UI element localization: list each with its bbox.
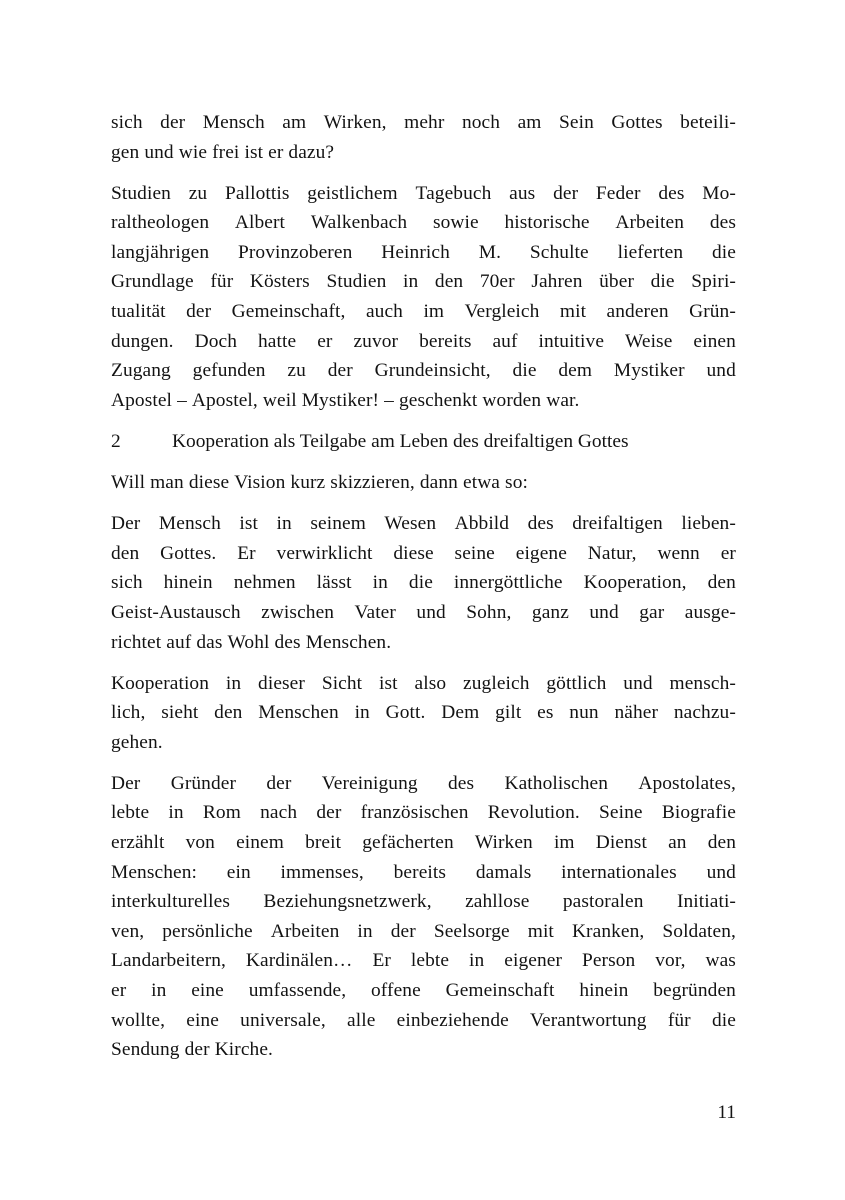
word: von <box>185 832 215 854</box>
text-line <box>111 179 736 209</box>
word: etwa <box>463 472 501 494</box>
word: ausge- <box>684 601 736 623</box>
word: also <box>414 672 447 694</box>
word: Vereinigung <box>321 772 418 794</box>
word: Apostolates, <box>638 772 736 794</box>
word: hinein <box>163 572 213 594</box>
word: und <box>416 601 446 623</box>
word: zu <box>287 360 306 382</box>
text-line <box>111 138 736 168</box>
word: Heinrich <box>381 241 450 263</box>
word: Sendung <box>111 1039 180 1061</box>
word: französischen <box>360 802 469 824</box>
word: ven, <box>111 920 145 942</box>
word: für <box>667 1009 691 1031</box>
word: eine <box>191 980 224 1002</box>
word: Wirken <box>474 832 533 854</box>
word: immenses, <box>280 861 364 883</box>
word: im <box>423 301 445 323</box>
section-title: Kooperation als Teilgabe am Leben des dreifaltigen Gottes <box>172 430 629 452</box>
word: für <box>210 271 234 293</box>
word: kurz <box>290 472 326 494</box>
word: geschenkt <box>398 389 478 411</box>
paragraph-gruender <box>111 769 736 1065</box>
word: verwirklicht <box>276 542 373 564</box>
word: Wohl <box>227 631 270 653</box>
word: zugleich <box>463 672 530 694</box>
text-line <box>111 976 736 1006</box>
word: Soldaten, <box>662 920 736 942</box>
word: nehmen <box>233 572 296 594</box>
word: Spiri- <box>691 271 736 293</box>
word: lieben- <box>681 513 736 535</box>
word: über <box>599 271 634 293</box>
word: Wirken, <box>323 112 387 133</box>
word: erzählt <box>111 832 165 854</box>
word: Seine <box>599 802 643 824</box>
word: Menschen. <box>305 631 392 653</box>
word: einbeziehende <box>396 1009 509 1031</box>
word: Menschen <box>258 702 339 724</box>
text-line <box>111 468 736 498</box>
word: Katholischen <box>504 772 609 794</box>
word: Pallottis <box>225 182 290 204</box>
word: gefächerten <box>362 832 454 854</box>
word: vor, <box>655 950 686 972</box>
text-line <box>111 798 736 828</box>
word: weil <box>262 389 297 411</box>
word: eigener <box>504 950 563 972</box>
word: Gottes <box>611 112 663 133</box>
paragraph-spacer <box>111 457 736 469</box>
word: einen <box>693 330 736 352</box>
word: des <box>527 513 554 535</box>
word: die <box>711 1009 736 1031</box>
text-line <box>111 267 736 297</box>
word: Albert <box>234 212 286 234</box>
word: und <box>706 861 736 883</box>
word: sich <box>111 112 143 133</box>
paragraph-spacer <box>111 757 736 769</box>
word: nachzu- <box>673 702 736 724</box>
word: Mo- <box>702 182 736 204</box>
text-line <box>111 858 736 888</box>
word: der <box>390 920 416 942</box>
word: persönliche <box>162 920 253 942</box>
word: offene <box>371 980 421 1002</box>
word: er <box>268 141 284 163</box>
text-line <box>111 769 736 799</box>
word: sowie <box>432 212 479 234</box>
word: war. <box>546 389 580 411</box>
word: aus <box>509 182 536 204</box>
paragraph-mensch-abbild <box>111 509 736 657</box>
word: Abbild <box>454 513 510 535</box>
word: Wesen <box>384 513 437 535</box>
word: er <box>111 980 127 1002</box>
word: interkulturelles <box>111 891 230 913</box>
word: lebte <box>111 802 150 824</box>
word: eigene <box>515 542 567 564</box>
word: Gemeinschaft <box>445 980 555 1002</box>
word: in <box>151 980 167 1002</box>
word: dieser <box>258 672 305 694</box>
word: in <box>469 950 485 972</box>
word: Gründer <box>170 772 237 794</box>
word: auch <box>365 301 403 323</box>
word: die <box>650 271 675 293</box>
word: Doch <box>194 330 238 352</box>
word: sieht <box>161 702 199 724</box>
word: den <box>434 271 464 293</box>
word: und <box>706 360 736 382</box>
word: mit <box>559 301 587 323</box>
word: in <box>276 513 292 535</box>
word: internationales <box>561 861 677 883</box>
text-line <box>111 598 736 628</box>
word: in <box>225 672 242 694</box>
word: skizzieren, <box>330 472 415 494</box>
word: göttlich <box>546 672 607 694</box>
text-line <box>111 356 736 386</box>
word: zuvor <box>353 330 399 352</box>
word: wie <box>178 141 208 163</box>
paragraph-spacer <box>111 415 736 427</box>
word: diese <box>393 542 434 564</box>
word: Kirche. <box>214 1039 274 1061</box>
word: Grün- <box>689 301 736 323</box>
word: den <box>707 832 736 854</box>
word: nun <box>569 702 599 724</box>
word: dann <box>419 472 458 494</box>
word: beteili- <box>680 112 736 133</box>
word: am <box>517 112 542 133</box>
word: gefunden <box>192 360 266 382</box>
paragraph-vision <box>111 468 736 498</box>
word: in <box>403 271 419 293</box>
word: intuitive <box>538 330 605 352</box>
text-line <box>111 1035 736 1065</box>
word: den <box>111 542 140 564</box>
word: Feder <box>595 182 641 204</box>
word: den <box>707 572 736 594</box>
word: Sicht <box>321 672 363 694</box>
word: historische <box>504 212 590 234</box>
section-heading <box>111 427 736 457</box>
word: Seelsorge <box>433 920 510 942</box>
word: ganz <box>531 601 569 623</box>
text-column <box>111 108 736 1076</box>
word: näher <box>614 702 659 724</box>
paragraph-spacer <box>111 657 736 669</box>
word: in <box>168 802 184 824</box>
word: mit <box>527 920 554 942</box>
word: seine <box>454 542 495 564</box>
word: Studien <box>111 182 171 204</box>
word: die <box>711 241 736 263</box>
word: Arbeiten <box>270 920 340 942</box>
paragraph-continuation <box>111 108 736 167</box>
word: dungen. <box>111 330 174 352</box>
paragraph-spacer <box>111 167 736 179</box>
text-line <box>111 568 736 598</box>
text-line <box>111 946 736 976</box>
word: Beziehungsnetzwerk, <box>263 891 432 913</box>
word: gilt <box>495 702 522 724</box>
text-line <box>111 917 736 947</box>
word: nach <box>260 802 298 824</box>
word: Initiati- <box>676 891 736 913</box>
word: bereits <box>393 861 447 883</box>
word: dreifaltigen <box>572 513 663 535</box>
text-line <box>111 628 736 658</box>
word: worden <box>482 389 542 411</box>
word: alle <box>347 1009 376 1031</box>
word: noch <box>461 112 501 133</box>
word: Arbeiten <box>615 212 685 234</box>
word: Will <box>111 472 146 494</box>
word: Vater <box>354 601 396 623</box>
word: anderen <box>606 301 669 323</box>
paragraph-spacer <box>111 1065 736 1077</box>
word: Grundeinsicht, <box>374 360 491 382</box>
word: Mensch <box>202 112 265 133</box>
word: zu <box>188 182 208 204</box>
word: Rom <box>202 802 241 824</box>
word: er <box>720 542 736 564</box>
word: sich <box>111 572 143 594</box>
word: – <box>384 389 394 411</box>
word: eine <box>186 1009 219 1031</box>
text-line <box>111 669 736 699</box>
word: in <box>354 702 370 724</box>
section-number: 2 <box>111 430 121 452</box>
word: Person <box>581 950 636 972</box>
page-number: 11 <box>717 1102 736 1123</box>
word: in <box>372 572 388 594</box>
word: zwischen <box>261 601 335 623</box>
word: ist <box>379 672 398 694</box>
paragraph-studien <box>111 179 736 416</box>
word: der <box>184 1039 210 1061</box>
word: Walkenbach <box>310 212 408 234</box>
text-line <box>111 238 736 268</box>
word: der <box>266 772 292 794</box>
word: mehr <box>404 112 445 133</box>
word: tualität <box>111 301 166 323</box>
word: des <box>658 182 685 204</box>
word: bereits <box>419 330 472 352</box>
word: lebte <box>410 950 450 972</box>
text-line <box>111 297 736 327</box>
word: Geist-Austausch <box>111 601 241 623</box>
word: lich, <box>111 702 146 724</box>
word: der <box>553 182 579 204</box>
word: Revolution. <box>487 802 580 824</box>
word: ein <box>226 861 251 883</box>
text-line <box>111 1006 736 1036</box>
word: die <box>512 360 537 382</box>
word: dazu? <box>288 141 335 163</box>
word: zahllose <box>465 891 530 913</box>
word: des <box>709 212 736 234</box>
word: des <box>274 631 301 653</box>
word: den <box>214 702 243 724</box>
word: er <box>317 330 333 352</box>
word: Dem <box>441 702 480 724</box>
word: auf <box>492 330 518 352</box>
word: frei <box>212 141 240 163</box>
word: Sein <box>559 112 594 133</box>
word: Sohn, <box>466 601 512 623</box>
word: lässt <box>316 572 352 594</box>
word: Gottes. <box>160 542 217 564</box>
text-line <box>111 887 736 917</box>
word: begründen <box>653 980 736 1002</box>
word: gen <box>111 141 140 163</box>
word: Biografie <box>661 802 736 824</box>
word: es <box>537 702 554 724</box>
word: raltheologen <box>111 212 210 234</box>
word: man <box>150 472 184 494</box>
word: Jahren <box>531 271 583 293</box>
word: Tagebuch <box>415 182 492 204</box>
text-line <box>111 108 736 138</box>
word: diese <box>188 472 230 494</box>
word: hatte <box>258 330 297 352</box>
word: der <box>160 112 186 133</box>
word: Verantwortung <box>530 1009 647 1031</box>
word: pastoralen <box>562 891 644 913</box>
word: Gemeinschaft, <box>231 301 346 323</box>
word: das <box>196 631 223 653</box>
text-line <box>111 386 736 416</box>
word: am <box>282 112 307 133</box>
word: Apostel, <box>191 389 258 411</box>
word: umfassende, <box>248 980 347 1002</box>
text-line <box>111 828 736 858</box>
word: Kösters <box>249 271 310 293</box>
word: Vision <box>234 472 286 494</box>
word: seinem <box>310 513 366 535</box>
word: ist <box>239 513 259 535</box>
word: und <box>589 601 619 623</box>
word: richtet <box>111 631 162 653</box>
word: so: <box>505 472 528 494</box>
word: Gott. <box>385 702 426 724</box>
text-line <box>111 728 736 758</box>
word: Er <box>372 950 391 972</box>
word: langjährigen <box>111 241 210 263</box>
word: und <box>144 141 174 163</box>
word: Natur, <box>587 542 637 564</box>
word: universale, <box>240 1009 326 1031</box>
word: Landarbeitern, <box>111 950 226 972</box>
word: Kooperation, <box>583 572 687 594</box>
text-line <box>111 539 736 569</box>
word: mensch- <box>669 672 736 694</box>
word: Weise <box>625 330 673 352</box>
word: Kooperation <box>111 672 210 694</box>
word: Vergleich <box>464 301 540 323</box>
word: an <box>668 832 687 854</box>
word: Studien <box>326 271 387 293</box>
word: 70er <box>479 271 515 293</box>
word: der <box>186 301 212 323</box>
word: Grundlage <box>111 271 194 293</box>
word: Mensch <box>158 513 221 535</box>
word: ist <box>244 141 264 163</box>
word: Er <box>237 542 256 564</box>
word: was <box>705 950 736 972</box>
word: gehen. <box>111 731 163 753</box>
text-line <box>111 698 736 728</box>
word: im <box>553 832 575 854</box>
word: wenn <box>657 542 700 564</box>
word: Apostel <box>111 389 173 411</box>
word: Dienst <box>595 832 647 854</box>
paragraph-spacer <box>111 498 736 510</box>
word: innergöttliche <box>453 572 563 594</box>
text-line <box>111 509 736 539</box>
word: Der <box>111 513 141 535</box>
word: hinein <box>579 980 629 1002</box>
word: breit <box>305 832 342 854</box>
word: der <box>316 802 342 824</box>
word: Mystiker! <box>301 389 380 411</box>
text-line <box>111 208 736 238</box>
word: und <box>623 672 653 694</box>
word: Schulte <box>529 241 589 263</box>
word: Der <box>111 772 141 794</box>
word: wollte, <box>111 1009 166 1031</box>
paragraph-kooperation-sicht <box>111 669 736 758</box>
word: auf <box>166 631 192 653</box>
word: des <box>448 772 475 794</box>
word: Menschen: <box>111 861 197 883</box>
word: in <box>357 920 373 942</box>
word: damals <box>475 861 532 883</box>
word: dem <box>558 360 593 382</box>
word: Mystiker <box>613 360 685 382</box>
text-line <box>111 327 736 357</box>
word: Kranken, <box>571 920 645 942</box>
word: gar <box>639 601 665 623</box>
word: Zugang <box>111 360 171 382</box>
word: die <box>408 572 433 594</box>
word: Provinzoberen <box>237 241 353 263</box>
word: der <box>327 360 353 382</box>
word: M. <box>478 241 502 263</box>
word: einem <box>236 832 284 854</box>
word: geistlichem <box>307 182 398 204</box>
word: – <box>177 389 187 411</box>
word: Kardinälen… <box>245 950 353 972</box>
word: lieferten <box>617 241 684 263</box>
